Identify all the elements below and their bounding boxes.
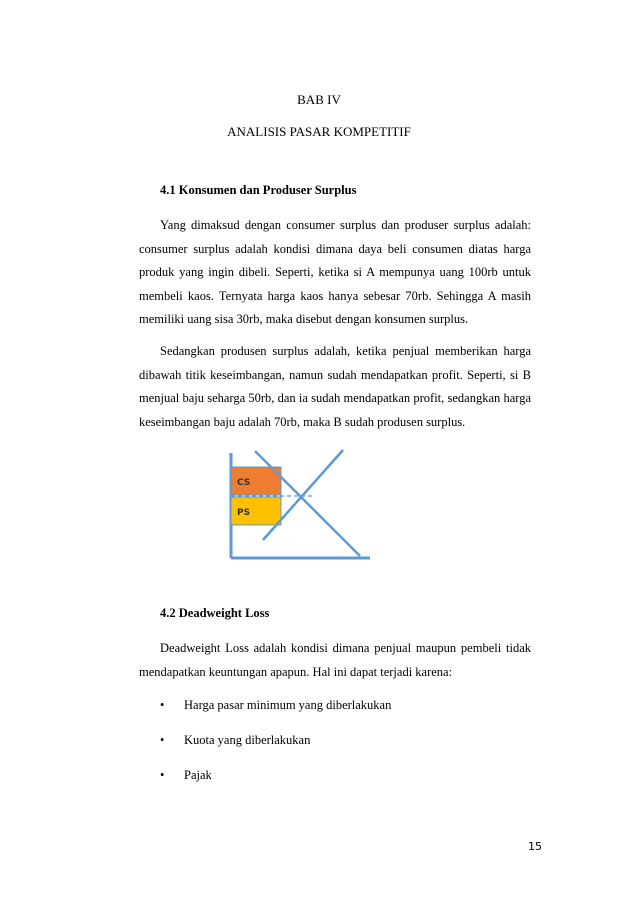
list-item-text: Kuota yang diberlakukan (184, 733, 311, 747)
ps-label: PS (237, 508, 251, 518)
bullet-symbol: • (160, 733, 165, 747)
bullet-symbol: • (160, 698, 165, 712)
paragraph-producer-surplus: Sedangkan produsen surplus adalah, ketika penjual memberikan harga dibawah titik keseimbangan, namun sudah mendapatkan profit. Seperti, si B menjual baju seharga 50rb, dan ia sudah mendapatkan profit, sedangkan harga keseimbangan baju adalah 70rb, maka B sudah produsen surplus. (139, 344, 531, 429)
section-heading-deadweight: 4.2 Deadweight Loss (160, 606, 270, 620)
page-number: 15 (528, 840, 542, 853)
list-item-text: Pajak (184, 768, 212, 782)
chapter-title: ANALISIS PASAR KOMPETITIF (227, 124, 411, 139)
cs-label: CS (237, 478, 251, 488)
section-heading-surplus: 4.1 Konsumen dan Produser Surplus (160, 183, 357, 197)
surplus-diagram (215, 445, 380, 565)
chapter-number: BAB IV (297, 92, 341, 107)
bullet-symbol: • (160, 768, 165, 782)
list-item-text: Harga pasar minimum yang diberlakukan (184, 698, 392, 712)
paragraph-deadweight-loss: Deadweight Loss adalah kondisi dimana penjual maupun pembeli tidak mendapatkan keuntungan apapun. Hal ini dapat terjadi karena: (139, 641, 531, 679)
paragraph-consumer-surplus: Yang dimaksud dengan consumer surplus dan produser surplus adalah: consumer surplus adalah kondisi dimana daya beli consumen diatas harga produk yang ingin dibeli. Seperti, ketika si A mempunya uang 100rb untuk membeli kaos. Ternyata harga kaos hanya sebesar 70rb. Sehingga A masih memiliki uang sisa 30rb, maka disebut dengan konsumen surplus. (139, 218, 531, 327)
